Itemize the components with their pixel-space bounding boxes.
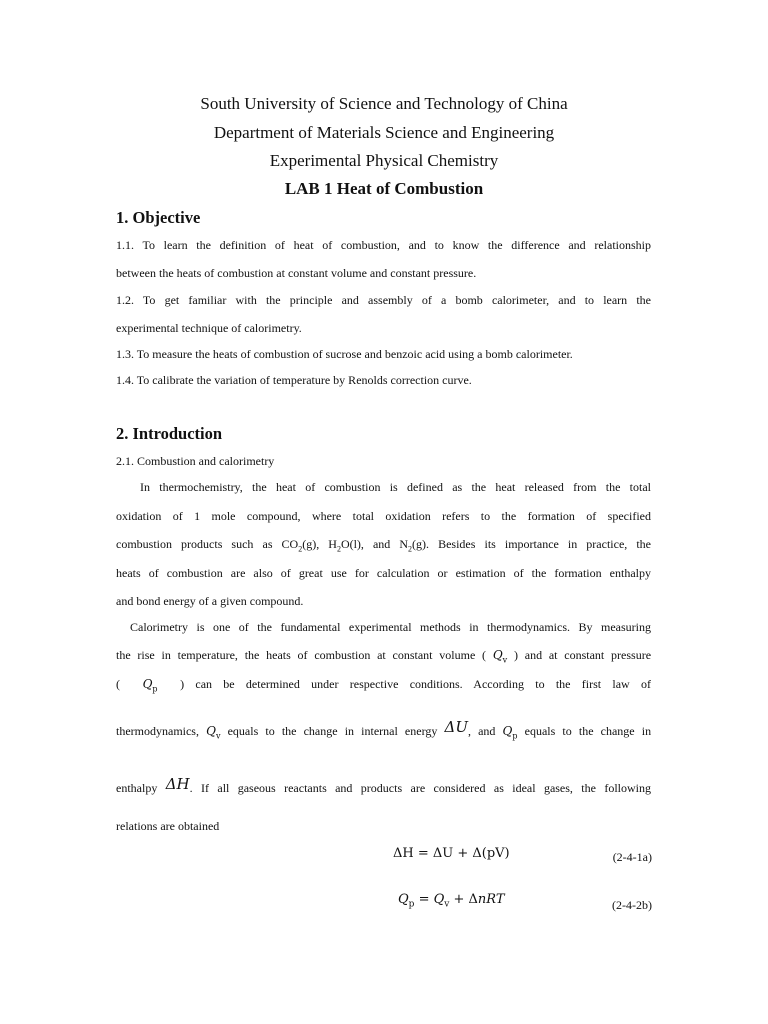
department-name: Department of Materials Science and Engineering bbox=[213, 123, 555, 142]
paragraph-2-line-6: relations are obtained bbox=[116, 819, 220, 833]
equation-tag-2-4-2b: (2-4-2b) bbox=[612, 898, 652, 912]
paragraph-2-line-3: ( $Q_p$ ) can be determined under respective conditions. According to the first law of bbox=[116, 677, 651, 694]
objective-4: 1.4. To calibrate the variation of temperature by Renolds correction curve. bbox=[116, 373, 472, 387]
equation-tag-2-4-1a: (2-4-1a) bbox=[612, 850, 652, 864]
objective-1-line-1: 1.1. To learn the definition of heat of combustion, and to know the difference and relationship bbox=[116, 238, 651, 252]
objective-2-line-1: 1.2. To get familiar with the principle and assembly of a bomb calorimeter, and to learn the bbox=[116, 293, 651, 307]
paragraph-1-line-2: oxidation of 1 mole compound, where total oxidation refers to the formation of specified bbox=[116, 509, 651, 523]
objective-heading: 1. Objective bbox=[116, 208, 201, 227]
paragraph-1-line-4: heats of combustion are also of great use for calculation or estimation of the formation enthalpy bbox=[116, 566, 651, 580]
lab-title: LAB 1 Heat of Combustion bbox=[284, 179, 484, 198]
equation-2-4-1a: ΔH = ΔU + Δ(pV) bbox=[393, 846, 510, 861]
course-name: Experimental Physical Chemistry bbox=[269, 151, 499, 170]
university-name: South University of Science and Technology of China bbox=[200, 94, 568, 113]
paragraph-2-line-4: thermodynamics, $Q_v$ equals to the change in internal energy ΔU, and $Q_p$ equals to the change in bbox=[116, 718, 652, 741]
objective-3: 1.3. To measure the heats of combustion of sucrose and benzoic acid using a bomb calorimeter. bbox=[116, 347, 573, 361]
paragraph-1-line-3: combustion products such as $CO_2(g)$, $H_2O(l)$, and $N_2(g)$. Besides its importance in practice, the bbox=[116, 537, 651, 554]
paragraph-2-line-1: Calorimetry is one of the fundamental experimental methods in thermodynamics. By measuring bbox=[130, 620, 651, 634]
introduction-heading: 2. Introduction bbox=[116, 424, 223, 443]
equation-2-4-2b: $Q_p = Q_v + \Delta nRT$ bbox=[398, 892, 505, 910]
objective-2-line-2: experimental technique of calorimetry. bbox=[116, 321, 302, 335]
paragraph-1-line-5: and bond energy of a given compound. bbox=[116, 594, 304, 608]
objective-1-line-2: between the heats of combustion at constant volume and constant pressure. bbox=[116, 266, 477, 280]
paragraph-2-line-2: the rise in temperature, the heats of combustion at constant volume ( $Q_v$ ) and at constant pressure bbox=[116, 648, 652, 665]
paragraph-1-line-1: In thermochemistry, the heat of combustion is defined as the heat released from the total bbox=[140, 480, 651, 494]
subsection-2-1-heading: 2.1. Combustion and calorimetry bbox=[116, 454, 275, 468]
paragraph-2-line-5: enthalpy ΔH. If all gaseous reactants and products are considered as ideal gases, the following bbox=[116, 775, 652, 795]
